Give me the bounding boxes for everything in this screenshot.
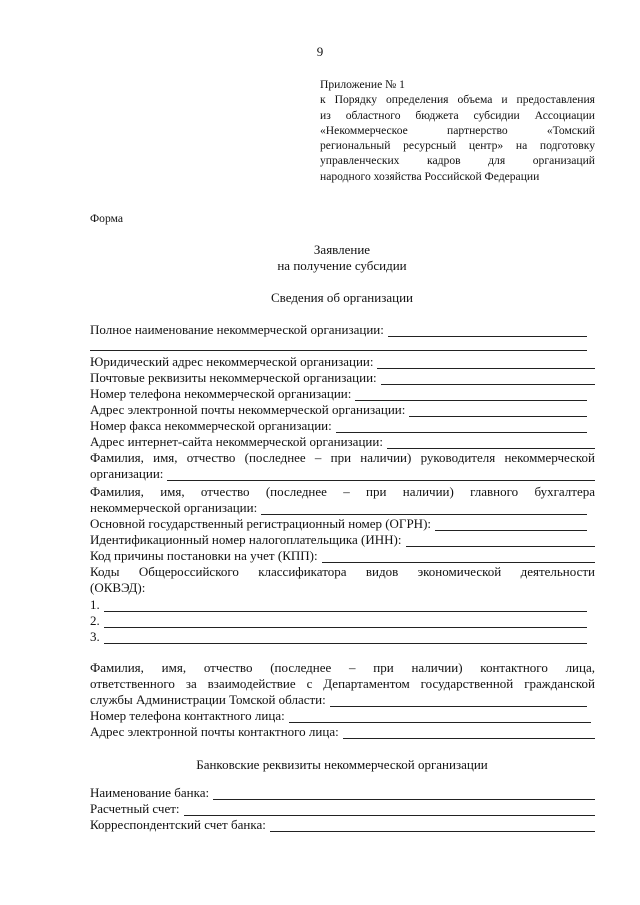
fill-line-full[interactable] xyxy=(90,350,587,351)
field-label: Наименование банка: xyxy=(90,785,210,800)
field-contact-phone[interactable] xyxy=(90,708,595,723)
fill-line[interactable] xyxy=(435,519,587,531)
field-head[interactable] xyxy=(90,466,595,481)
fill-line[interactable] xyxy=(343,727,595,739)
field-label: Расчетный счет: xyxy=(90,801,180,816)
field-label: Юридический адрес некоммерческой организации: xyxy=(90,354,374,369)
field-label: некоммерческой организации: xyxy=(90,500,258,515)
appendix-line: региональный ресурсный центр» на подготовку xyxy=(320,139,595,153)
field-label: Номер телефона некоммерческой организации: xyxy=(90,386,352,401)
fill-line[interactable] xyxy=(409,405,587,417)
list-number: 3. xyxy=(90,629,100,644)
field-label: Адрес электронной почты некоммерческой организации: xyxy=(90,402,406,417)
field-fax[interactable] xyxy=(90,418,595,433)
field-label: Адрес электронной почты контактного лица: xyxy=(90,724,339,739)
fill-line[interactable] xyxy=(213,788,595,800)
field-bank-name[interactable] xyxy=(90,785,595,800)
field-accountant-label: Фамилия, имя, отчество (последнее – при наличии) главного бухгалтера xyxy=(90,484,595,499)
field-contact-email[interactable] xyxy=(90,724,595,739)
page-number: 9 xyxy=(316,44,324,59)
field-okved-3[interactable] xyxy=(90,629,595,644)
field-label: Номер факса некоммерческой организации: xyxy=(90,418,332,433)
appendix-line: к Порядку определения объема и предоставления xyxy=(320,93,595,107)
field-label: Полное наименование некоммерческой организации: xyxy=(90,322,384,337)
fill-line[interactable] xyxy=(270,820,595,832)
field-label: (ОКВЭД): xyxy=(90,580,146,595)
field-ogrn[interactable] xyxy=(90,516,595,531)
field-postal[interactable] xyxy=(90,370,595,385)
list-number: 2. xyxy=(90,613,100,628)
field-label: Почтовые реквизиты некоммерческой организации: xyxy=(90,370,377,385)
fill-line[interactable] xyxy=(406,535,596,547)
appendix-line: из областного бюджета субсидии Ассоциации xyxy=(320,108,595,122)
section-heading-bank: Банковские реквизиты некоммерческой организации xyxy=(196,757,488,772)
field-okved-header xyxy=(90,580,595,595)
field-kpp[interactable] xyxy=(90,548,595,563)
appendix-block xyxy=(320,77,595,184)
fill-line[interactable] xyxy=(322,551,595,563)
field-contact-label-1: Фамилия, имя, отчество (последнее – при наличии) контактного лица, xyxy=(90,660,595,675)
field-label: Идентификационный номер налогоплательщика (ИНН): xyxy=(90,532,402,547)
field-label: организации: xyxy=(90,466,164,481)
field-account[interactable] xyxy=(90,801,595,816)
field-full-name[interactable] xyxy=(90,322,595,337)
appendix-line: управленческих кадров для организаций xyxy=(320,154,595,168)
field-head-label: Фамилия, имя, отчество (последнее – при наличии) руководителя некоммерческой xyxy=(90,450,595,465)
fill-line[interactable] xyxy=(104,600,587,612)
fill-line[interactable] xyxy=(330,695,587,707)
fill-line[interactable] xyxy=(261,503,587,515)
field-legal-address[interactable] xyxy=(90,354,595,369)
field-accountant[interactable] xyxy=(90,500,595,515)
field-contact-name[interactable] xyxy=(90,692,595,707)
fill-line[interactable] xyxy=(336,421,587,433)
field-corr-account[interactable] xyxy=(90,817,595,832)
field-label: Адрес интернет-сайта некоммерческой организации: xyxy=(90,434,383,449)
field-website[interactable] xyxy=(90,434,595,449)
field-label: Основной государственный регистрационный номер (ОГРН): xyxy=(90,516,432,531)
appendix-line: народного хозяйства Российской Федерации xyxy=(320,169,540,183)
field-label: службы Администрации Томской области: xyxy=(90,692,326,707)
list-number: 1. xyxy=(90,597,100,612)
appendix-title: Приложение № 1 xyxy=(320,78,405,91)
fill-line[interactable] xyxy=(355,389,587,401)
document-subtitle: на получение субсидии xyxy=(277,258,407,273)
fill-line[interactable] xyxy=(387,437,595,449)
fill-line[interactable] xyxy=(167,469,595,481)
fill-line[interactable] xyxy=(377,357,595,369)
fill-line[interactable] xyxy=(388,325,587,337)
appendix-line: «Некоммерческое партнерство «Томский xyxy=(320,123,595,137)
field-okved-2[interactable] xyxy=(90,613,595,628)
field-label: Код причины постановки на учет (КПП): xyxy=(90,548,318,563)
document-title: Заявление xyxy=(313,242,371,257)
fill-line[interactable] xyxy=(184,804,595,816)
field-inn[interactable] xyxy=(90,532,595,547)
fill-line[interactable] xyxy=(104,616,587,628)
field-email[interactable] xyxy=(90,402,595,417)
field-okved-label: Коды Общероссийского классификатора видов экономической деятельности xyxy=(90,564,595,579)
field-label: Номер телефона контактного лица: xyxy=(90,708,285,723)
section-heading-organization: Сведения об организации xyxy=(270,290,414,305)
fill-line[interactable] xyxy=(289,711,591,723)
field-contact-label-2: ответственного за взаимодействие с Департаментом государственной гражданской xyxy=(90,676,595,691)
field-okved-1[interactable] xyxy=(90,597,595,612)
field-phone[interactable] xyxy=(90,386,595,401)
fill-line[interactable] xyxy=(104,632,587,644)
fill-line[interactable] xyxy=(381,373,595,385)
field-label: Корреспондентский счет банка: xyxy=(90,817,266,832)
form-label: Форма xyxy=(90,212,123,225)
